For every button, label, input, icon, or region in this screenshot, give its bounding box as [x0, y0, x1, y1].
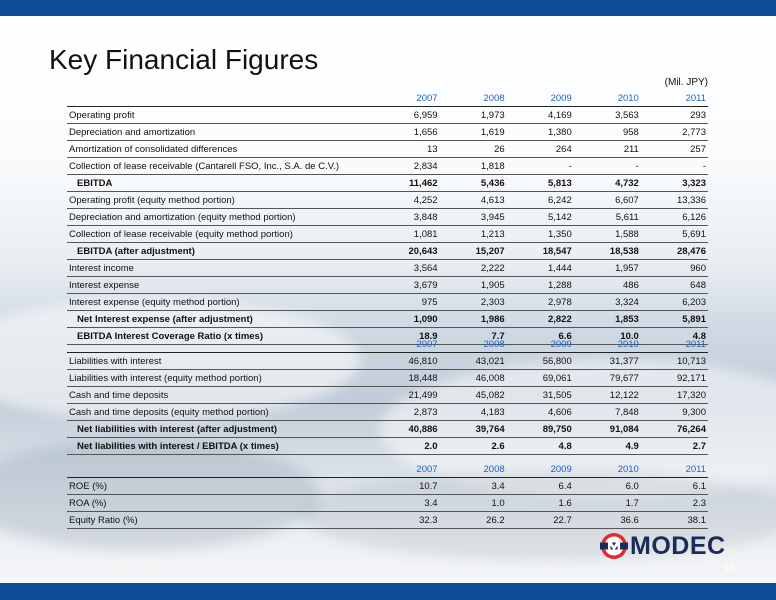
cell-value: 17,320: [641, 387, 708, 404]
cell-value: 2,773: [641, 124, 708, 141]
modec-logo: [600, 530, 738, 562]
cell-value: 6,607: [574, 192, 641, 209]
table-row: [67, 175, 708, 192]
year-header: 2011: [641, 461, 708, 478]
cell-value: 2,222: [440, 260, 507, 277]
row-label: Interest income: [67, 260, 372, 277]
cell-value: 92,171: [641, 370, 708, 387]
cell-value: 1,288: [507, 277, 574, 294]
cell-value: 46,008: [440, 370, 507, 387]
cell-value: 3.4: [440, 478, 507, 495]
modec-emblem-icon: [600, 530, 628, 562]
table-row: [67, 438, 708, 455]
row-label: Net liabilities with interest (after adjustment): [67, 421, 372, 438]
cell-value: 1,444: [507, 260, 574, 277]
table-row: [67, 107, 708, 124]
cell-value: 3,945: [440, 209, 507, 226]
row-label: EBITDA (after adjustment): [67, 243, 372, 260]
cell-value: 18,538: [574, 243, 641, 260]
row-label: Liabilities with interest (equity method portion): [67, 370, 372, 387]
table-row: [67, 209, 708, 226]
cell-value: 3,848: [372, 209, 439, 226]
cell-value: 18,547: [507, 243, 574, 260]
cell-value: 2.0: [372, 438, 439, 455]
year-header: 2010: [574, 90, 641, 107]
cell-value: 13: [372, 141, 439, 158]
cell-value: 32.3: [372, 512, 439, 529]
table-row: [67, 353, 708, 370]
cell-value: 4,606: [507, 404, 574, 421]
cell-value: 4,252: [372, 192, 439, 209]
table-row: [67, 311, 708, 328]
table-row: [67, 370, 708, 387]
logo-text: MODEC: [630, 532, 726, 560]
table-row: [67, 421, 708, 438]
slide-title: Key Financial Figures: [49, 44, 319, 75]
table-row: [67, 277, 708, 294]
cell-value: 1,619: [440, 124, 507, 141]
cell-value: 648: [641, 277, 708, 294]
cell-value: 12,122: [574, 387, 641, 404]
cell-value: 2,303: [440, 294, 507, 311]
row-label: Depreciation and amortization (equity method portion): [67, 209, 372, 226]
year-header: 2009: [507, 461, 574, 478]
year-header-row: [67, 461, 708, 478]
row-label: Net Interest expense (after adjustment): [67, 311, 372, 328]
year-header: 2007: [372, 90, 439, 107]
cell-value: 3,564: [372, 260, 439, 277]
cell-value: 1,588: [574, 226, 641, 243]
ratio-table: [67, 461, 708, 529]
table-row: [67, 512, 708, 529]
cell-value: 2,822: [507, 311, 574, 328]
table-row: [67, 478, 708, 495]
cell-value: 2,873: [372, 404, 439, 421]
cell-value: 4,732: [574, 175, 641, 192]
table-row: [67, 404, 708, 421]
table-row: [67, 294, 708, 311]
row-label: Collection of lease receivable (Cantarell FSO, Inc., S.A. de C.V.): [67, 158, 372, 175]
cell-value: 22.7: [507, 512, 574, 529]
cell-value: 10,713: [641, 353, 708, 370]
cell-value: 31,505: [507, 387, 574, 404]
cell-value: 1,957: [574, 260, 641, 277]
row-label: Interest expense: [67, 277, 372, 294]
cell-value: 1.6: [507, 495, 574, 512]
year-header: 2008: [440, 90, 507, 107]
row-label: Liabilities with interest: [67, 353, 372, 370]
cell-value: 13,336: [641, 192, 708, 209]
cell-value: 1.0: [440, 495, 507, 512]
cell-value: 10.7: [372, 478, 439, 495]
table-row: [67, 260, 708, 277]
cell-value: 20,643: [372, 243, 439, 260]
cell-value: 39,764: [440, 421, 507, 438]
cell-value: 3,679: [372, 277, 439, 294]
unit-label: (Mil. JPY): [664, 77, 708, 88]
cell-value: 2.3: [641, 495, 708, 512]
row-label: Cash and time deposits: [67, 387, 372, 404]
cell-value: 2,978: [507, 294, 574, 311]
cell-value: -: [507, 158, 574, 175]
cell-value: 45,082: [440, 387, 507, 404]
cell-value: 1,380: [507, 124, 574, 141]
cell-value: 69,061: [507, 370, 574, 387]
bottom-bar: [0, 583, 776, 600]
cell-value: 1,081: [372, 226, 439, 243]
liabilities-table: [67, 336, 708, 455]
cell-value: -: [574, 158, 641, 175]
table-row: [67, 495, 708, 512]
cell-value: 958: [574, 124, 641, 141]
cell-value: 21,499: [372, 387, 439, 404]
cell-value: 4.9: [574, 438, 641, 455]
year-header: 2007: [372, 336, 439, 353]
cell-value: 4,169: [507, 107, 574, 124]
cell-value: 18.9: [372, 328, 439, 345]
cell-value: 79,677: [574, 370, 641, 387]
table-row: [67, 387, 708, 404]
cell-value: 38.1: [641, 512, 708, 529]
cell-value: 5,691: [641, 226, 708, 243]
cell-value: -: [641, 158, 708, 175]
cell-value: 6.0: [574, 478, 641, 495]
year-header: 2008: [440, 336, 507, 353]
cell-value: 293: [641, 107, 708, 124]
cell-value: 6,126: [641, 209, 708, 226]
cell-value: 5,436: [440, 175, 507, 192]
cell-value: 1,818: [440, 158, 507, 175]
row-label: Equity Ratio (%): [67, 512, 372, 529]
cell-value: 1,213: [440, 226, 507, 243]
cell-value: 1,090: [372, 311, 439, 328]
table-row: [67, 243, 708, 260]
row-label: Cash and time deposits (equity method portion): [67, 404, 372, 421]
cell-value: 7,848: [574, 404, 641, 421]
year-header-row: [67, 336, 708, 353]
year-header: 2007: [372, 461, 439, 478]
cell-value: 9,300: [641, 404, 708, 421]
cell-value: 26.2: [440, 512, 507, 529]
cell-value: 26: [440, 141, 507, 158]
cell-value: 4.8: [507, 438, 574, 455]
cell-value: 2.6: [440, 438, 507, 455]
cell-value: 5,611: [574, 209, 641, 226]
cell-value: 3,324: [574, 294, 641, 311]
cell-value: 1,986: [440, 311, 507, 328]
cell-value: 4,183: [440, 404, 507, 421]
cell-value: 1,853: [574, 311, 641, 328]
cell-value: 1,350: [507, 226, 574, 243]
table-row: [67, 124, 708, 141]
cell-value: 1,656: [372, 124, 439, 141]
cell-value: 31,377: [574, 353, 641, 370]
cell-value: 46,810: [372, 353, 439, 370]
table-row: [67, 158, 708, 175]
table-row: [67, 141, 708, 158]
cell-value: 211: [574, 141, 641, 158]
table-row: [67, 192, 708, 209]
cell-value: 2.7: [641, 438, 708, 455]
cell-value: 7.7: [440, 328, 507, 345]
year-header: 2009: [507, 90, 574, 107]
table-row: [67, 226, 708, 243]
row-label: Interest expense (equity method portion): [67, 294, 372, 311]
cell-value: 28,476: [641, 243, 708, 260]
cell-value: 486: [574, 277, 641, 294]
top-bar: [0, 0, 776, 16]
cell-value: 11,462: [372, 175, 439, 192]
cell-value: 264: [507, 141, 574, 158]
cell-value: 5,813: [507, 175, 574, 192]
cell-value: 5,142: [507, 209, 574, 226]
cell-value: 18,448: [372, 370, 439, 387]
cell-value: 43,021: [440, 353, 507, 370]
year-header: 2009: [507, 336, 574, 353]
cell-value: 76,264: [641, 421, 708, 438]
cell-value: 40,886: [372, 421, 439, 438]
year-header: 2011: [641, 336, 708, 353]
page-number: 15: [723, 563, 735, 574]
ebitda-table: [67, 90, 708, 345]
year-header: 2010: [574, 336, 641, 353]
year-header: 2010: [574, 461, 641, 478]
cell-value: 3,563: [574, 107, 641, 124]
row-label: Operating profit (equity method portion): [67, 192, 372, 209]
cell-value: 1,973: [440, 107, 507, 124]
cell-value: 6.1: [641, 478, 708, 495]
cell-value: 91,084: [574, 421, 641, 438]
cell-value: 6.6: [507, 328, 574, 345]
row-label: EBITDA Interest Coverage Ratio (x times): [67, 328, 372, 345]
header-spacer: [67, 461, 372, 478]
row-label: Depreciation and amortization: [67, 124, 372, 141]
cell-value: 960: [641, 260, 708, 277]
row-label: EBITDA: [67, 175, 372, 192]
header-spacer: [67, 90, 372, 107]
cell-value: 4,613: [440, 192, 507, 209]
cell-value: 56,800: [507, 353, 574, 370]
cell-value: 5,891: [641, 311, 708, 328]
cell-value: 6,203: [641, 294, 708, 311]
cell-value: 257: [641, 141, 708, 158]
cell-value: 975: [372, 294, 439, 311]
cell-value: 2,834: [372, 158, 439, 175]
cell-value: 1.7: [574, 495, 641, 512]
cell-value: 10.0: [574, 328, 641, 345]
cell-value: 3,323: [641, 175, 708, 192]
year-header: 2011: [641, 90, 708, 107]
header-spacer: [67, 336, 372, 353]
row-label: Net liabilities with interest / EBITDA (x times): [67, 438, 372, 455]
cell-value: 4.8: [641, 328, 708, 345]
row-label: ROA (%): [67, 495, 372, 512]
row-label: Amortization of consolidated differences: [67, 141, 372, 158]
cell-value: 6.4: [507, 478, 574, 495]
year-header-row: [67, 90, 708, 107]
row-label: Collection of lease receivable (equity method portion): [67, 226, 372, 243]
year-header: 2008: [440, 461, 507, 478]
cell-value: 36.6: [574, 512, 641, 529]
cell-value: 3.4: [372, 495, 439, 512]
cell-value: 89,750: [507, 421, 574, 438]
cell-value: 15,207: [440, 243, 507, 260]
row-label: Operating profit: [67, 107, 372, 124]
cell-value: 6,242: [507, 192, 574, 209]
row-label: ROE (%): [67, 478, 372, 495]
cell-value: 1,905: [440, 277, 507, 294]
cell-value: 6,959: [372, 107, 439, 124]
